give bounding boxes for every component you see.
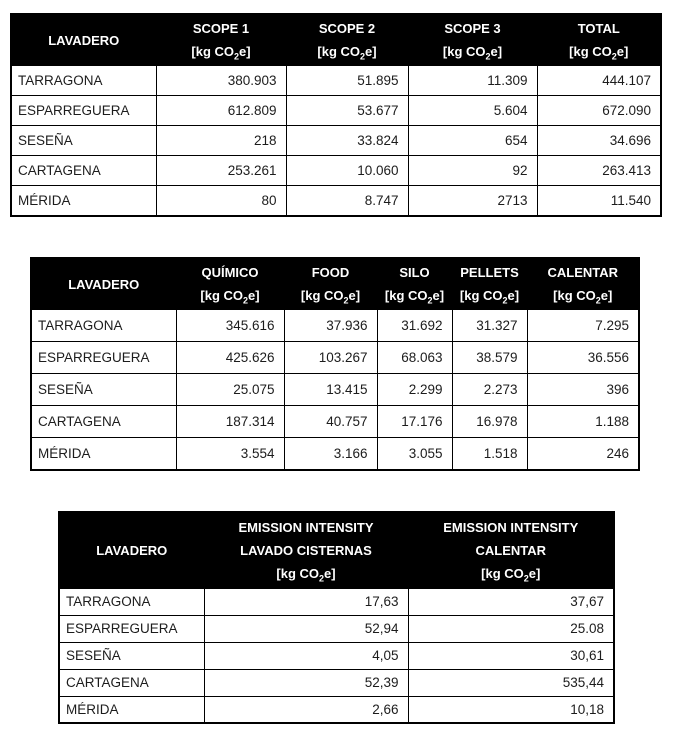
value-cell: 187.314 [176,406,284,438]
column-unit: [kg $CO_2e$] [300,288,361,306]
column-unit: [kg $CO_2e$] [317,44,377,62]
column-header [377,258,452,310]
column-header [286,14,408,66]
table-row [59,588,614,615]
value-cell: 380.903 [156,66,286,96]
column-header [176,258,284,310]
value-cell: 3.055 [377,438,452,470]
emission-intensity-table [58,511,615,724]
value-cell: 5.604 [408,96,537,126]
column-header [527,258,639,310]
column-header [284,258,377,310]
column-unit: [kg $CO_2e$] [481,565,541,584]
table-row [59,642,614,669]
table-row [11,186,661,216]
value-cell: 11.309 [408,66,537,96]
table-row [59,615,614,642]
column-title: QUÍMICO [201,265,259,280]
column-title: SCOPE 3 [444,21,501,36]
column-unit: [kg $CO_2e$] [553,288,613,306]
value-cell: 1.188 [527,406,639,438]
row-label: SESEÑA [31,374,176,406]
value-cell: 672.090 [537,96,661,126]
value-cell: 68.063 [377,342,452,374]
table-row [31,406,639,438]
table-row [31,374,639,406]
value-cell: 218 [156,126,286,156]
value-cell: 345.616 [176,310,284,342]
value-cell: 92 [408,156,537,186]
column-title: SCOPE 2 [318,21,376,36]
table-row [11,126,661,156]
row-header-text: LAVADERO [48,32,120,48]
column-header [408,512,614,588]
value-cell: 51.895 [286,66,408,96]
value-cell: 2.273 [452,374,527,406]
column-title: SILO [399,265,430,280]
value-cell: 103.267 [284,342,377,374]
row-label: MÉRIDA [11,186,156,216]
value-cell: 40.757 [284,406,377,438]
value-cell: 38.579 [452,342,527,374]
column-header [452,258,527,310]
value-cell: 8.747 [286,186,408,216]
row-label: TARRAGONA [31,310,176,342]
column-unit: [kg $CO_2e$] [384,288,445,306]
column-title: LAVADO CISTERNAS [240,542,372,558]
row-header-label [11,14,156,66]
value-cell: 253.261 [156,156,286,186]
row-header-label [31,258,176,310]
row-label: TARRAGONA [11,66,156,96]
column-title: CALENTAR [547,265,619,280]
value-cell: 37.936 [284,310,377,342]
value-cell: 10.060 [286,156,408,186]
emissions-by-source-table [30,257,640,471]
header-row [11,14,661,66]
row-header-text: LAVADERO [68,276,140,292]
row-label: CARTAGENA [11,156,156,186]
column-title: TOTAL [577,21,620,36]
value-cell: 425.626 [176,342,284,374]
value-cell: 444.107 [537,66,661,96]
row-label: ESPARREGUERA [31,342,176,374]
row-label: TARRAGONA [59,588,204,615]
table-row [31,438,639,470]
column-header [408,14,537,66]
column-title: PELLETS [460,265,519,280]
row-label: MÉRIDA [59,696,204,723]
table-row [59,669,614,696]
row-label: SESEÑA [11,126,156,156]
row-label: ESPARREGUERA [59,615,204,642]
row-label: SESEÑA [59,642,204,669]
value-cell: 535,44 [408,669,614,696]
table-row [11,66,661,96]
value-cell: 396 [527,374,639,406]
column-title: EMISSION INTENSITY [238,519,374,535]
table-row [31,310,639,342]
value-cell: 53.677 [286,96,408,126]
column-unit: [kg $CO_2e$] [276,565,336,584]
value-cell: 25.08 [408,615,614,642]
column-header [156,14,286,66]
value-cell: 17.176 [377,406,452,438]
value-cell: 3.554 [176,438,284,470]
value-cell: 4,05 [204,642,408,669]
value-cell: 2713 [408,186,537,216]
header-row [31,258,639,310]
column-unit: [kg $CO_2e$] [459,288,520,306]
column-header [204,512,408,588]
row-header-text: LAVADERO [96,542,168,558]
value-cell: 31.692 [377,310,452,342]
row-label: MÉRIDA [31,438,176,470]
table-row [59,696,614,723]
value-cell: 16.978 [452,406,527,438]
value-cell: 263.413 [537,156,661,186]
column-title: CALENTAR [475,542,547,558]
value-cell: 2.299 [377,374,452,406]
value-cell: 34.696 [537,126,661,156]
row-label: CARTAGENA [59,669,204,696]
value-cell: 30,61 [408,642,614,669]
value-cell: 37,67 [408,588,614,615]
value-cell: 33.824 [286,126,408,156]
value-cell: 654 [408,126,537,156]
value-cell: 36.556 [527,342,639,374]
column-unit: [kg $CO_2e$] [569,44,629,62]
value-cell: 52,39 [204,669,408,696]
value-cell: 80 [156,186,286,216]
value-cell: 10,18 [408,696,614,723]
value-cell: 17,63 [204,588,408,615]
value-cell: 7.295 [527,310,639,342]
column-title: EMISSION INTENSITY [443,519,579,535]
value-cell: 31.327 [452,310,527,342]
table-row [11,96,661,126]
column-title: FOOD [311,265,350,280]
column-unit: [kg $CO_2e$] [200,288,260,306]
value-cell: 25.075 [176,374,284,406]
value-cell: 3.166 [284,438,377,470]
value-cell: 52,94 [204,615,408,642]
header-row [59,512,614,588]
value-cell: 2,66 [204,696,408,723]
value-cell: 11.540 [537,186,661,216]
column-unit: [kg $CO_2e$] [442,44,503,62]
value-cell: 1.518 [452,438,527,470]
column-title: SCOPE 1 [192,21,250,36]
emissions-by-scope-table [10,13,662,217]
value-cell: 13.415 [284,374,377,406]
value-cell: 246 [527,438,639,470]
table-row [11,156,661,186]
row-header-label [59,512,204,588]
table-row [31,342,639,374]
column-header [537,14,661,66]
value-cell: 612.809 [156,96,286,126]
row-label: ESPARREGUERA [11,96,156,126]
column-unit: [kg $CO_2e$] [191,44,251,62]
row-label: CARTAGENA [31,406,176,438]
